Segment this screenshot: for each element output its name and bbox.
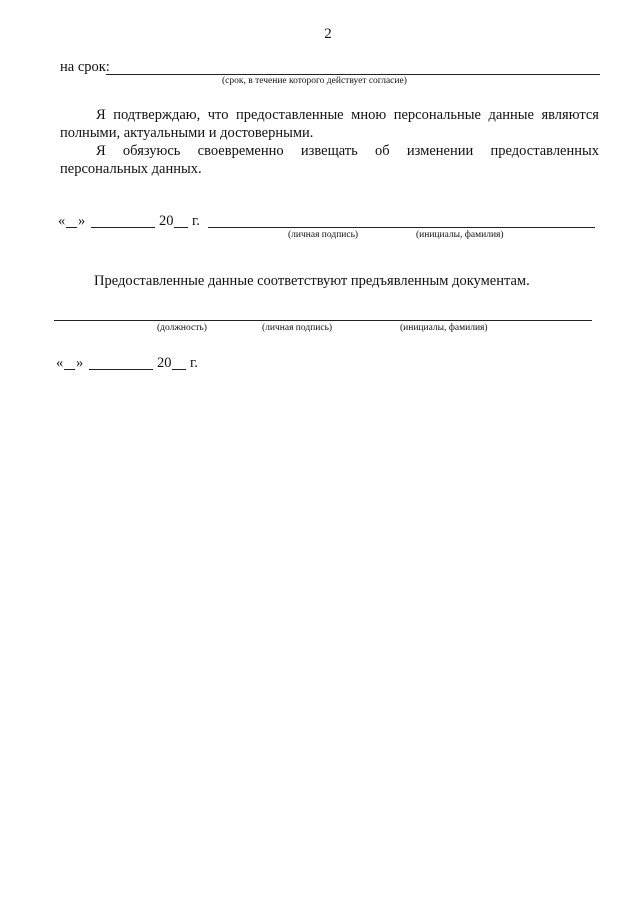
- signature-2-line: [54, 320, 592, 321]
- word: что: [207, 107, 229, 123]
- date-2-quote-close: »: [76, 355, 84, 371]
- date-2-day-line: [64, 369, 75, 370]
- confirmation-line-1: [60, 106, 599, 124]
- position-caption: (должность): [157, 323, 207, 333]
- word: мною: [351, 107, 387, 123]
- word: являются: [541, 107, 599, 123]
- word: данные: [488, 107, 534, 123]
- date-1-year-line: [174, 227, 188, 228]
- initials-1-caption: (инициалы, фамилия): [416, 230, 504, 240]
- confirmation-line-2: полными, актуальными и достоверными.: [60, 125, 314, 141]
- confirmation-line-4: персональных данных.: [60, 161, 202, 177]
- date-1-day-line: [66, 227, 77, 228]
- initials-2-caption: (инициалы, фамилия): [400, 323, 488, 333]
- term-caption: (срок, в течение которого действует согласие): [222, 76, 407, 86]
- term-field-line: [106, 74, 600, 75]
- signature-1-line: [208, 227, 595, 228]
- word: Я: [96, 107, 106, 123]
- verification-text: Предоставленные данные соответствуют предъявленным документам.: [94, 273, 530, 289]
- term-label: на срок:: [60, 59, 110, 75]
- signature-2-caption: (личная подпись): [262, 323, 333, 333]
- word: персональные: [393, 107, 481, 123]
- confirmation-line-3: [60, 142, 599, 160]
- date-2-month-line: [89, 369, 153, 370]
- word: своевременно: [197, 143, 284, 159]
- date-1-year-suffix: г.: [192, 213, 200, 229]
- signature-1-caption: (личная подпись): [288, 230, 359, 240]
- page-number: 2: [324, 26, 332, 42]
- word: подтверждаю,: [113, 107, 201, 123]
- date-1-quote-close: »: [78, 213, 86, 229]
- word: изменении: [406, 143, 474, 159]
- date-1-quote-open: «: [58, 213, 66, 229]
- date-2-quote-open: «: [56, 355, 64, 371]
- date-1-year-prefix: 20: [159, 213, 174, 229]
- word: Я: [96, 143, 106, 159]
- date-2-year-prefix: 20: [157, 355, 172, 371]
- date-2-year-line: [172, 369, 186, 370]
- word: предоставленных: [490, 143, 599, 159]
- word: извещать: [300, 143, 358, 159]
- word: обязуюсь: [122, 143, 181, 159]
- date-2-year-suffix: г.: [190, 355, 198, 371]
- date-1-month-line: [91, 227, 155, 228]
- word: предоставленные: [235, 107, 344, 123]
- word: об: [375, 143, 390, 159]
